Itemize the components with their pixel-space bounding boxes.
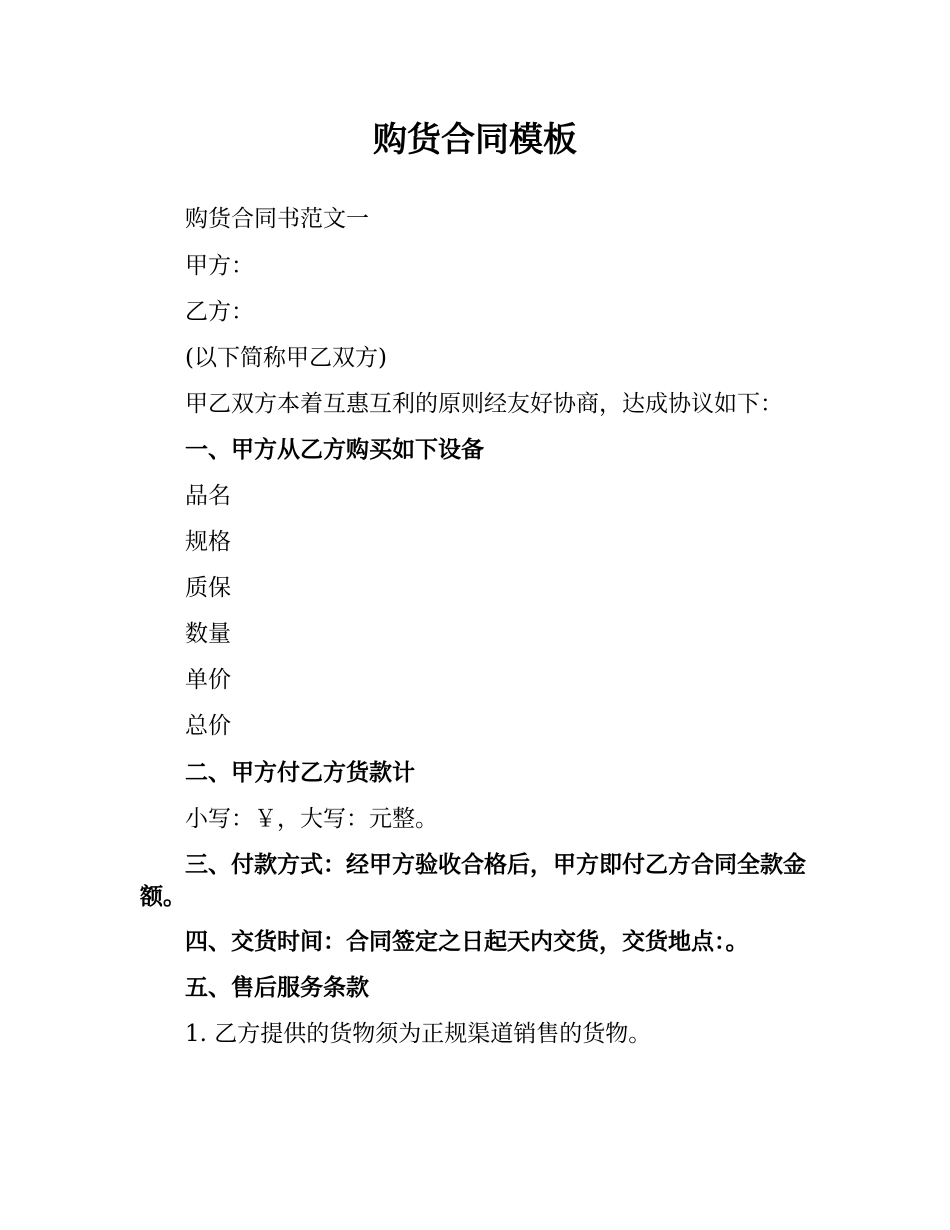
parties-note: (以下简称甲乙双方) [185,345,387,371]
item-field-total-price: 总价 [185,713,231,739]
item-field-unit-price: 单价 [185,667,231,693]
item-field-warranty: 质保 [185,575,231,601]
section-heading-4: 四、交货时间：合同签定之日起天内交货，交货地点：。 [185,929,749,955]
section-heading-2: 二、甲方付乙方货款计 [185,760,415,786]
after-sales-item-1: 1. 乙方提供的货物须为正规渠道销售的货物。 [185,1021,652,1047]
section-heading-5: 五、售后服务条款 [185,975,369,1001]
document-title: 购货合同模板 [373,120,577,160]
section-heading-3: 三、付款方式：经甲方验收合格后，甲方即付乙方合同全款金额。 [140,852,806,910]
party-a-line: 甲方： [185,253,254,279]
item-field-spec: 规格 [185,529,231,555]
item-field-name: 品名 [185,483,231,509]
agreement-intro: 甲乙双方本着互惠互利的原则经友好协商，达成协议如下： [185,391,783,417]
section-heading-1: 一、甲方从乙方购买如下设备 [185,437,484,463]
item-field-quantity: 数量 [185,621,231,647]
contract-subtitle: 购货合同书范文一 [185,206,369,232]
party-b-line: 乙方： [185,299,254,325]
payment-amount-line: 小写：￥，大写：元整。 [185,806,438,832]
